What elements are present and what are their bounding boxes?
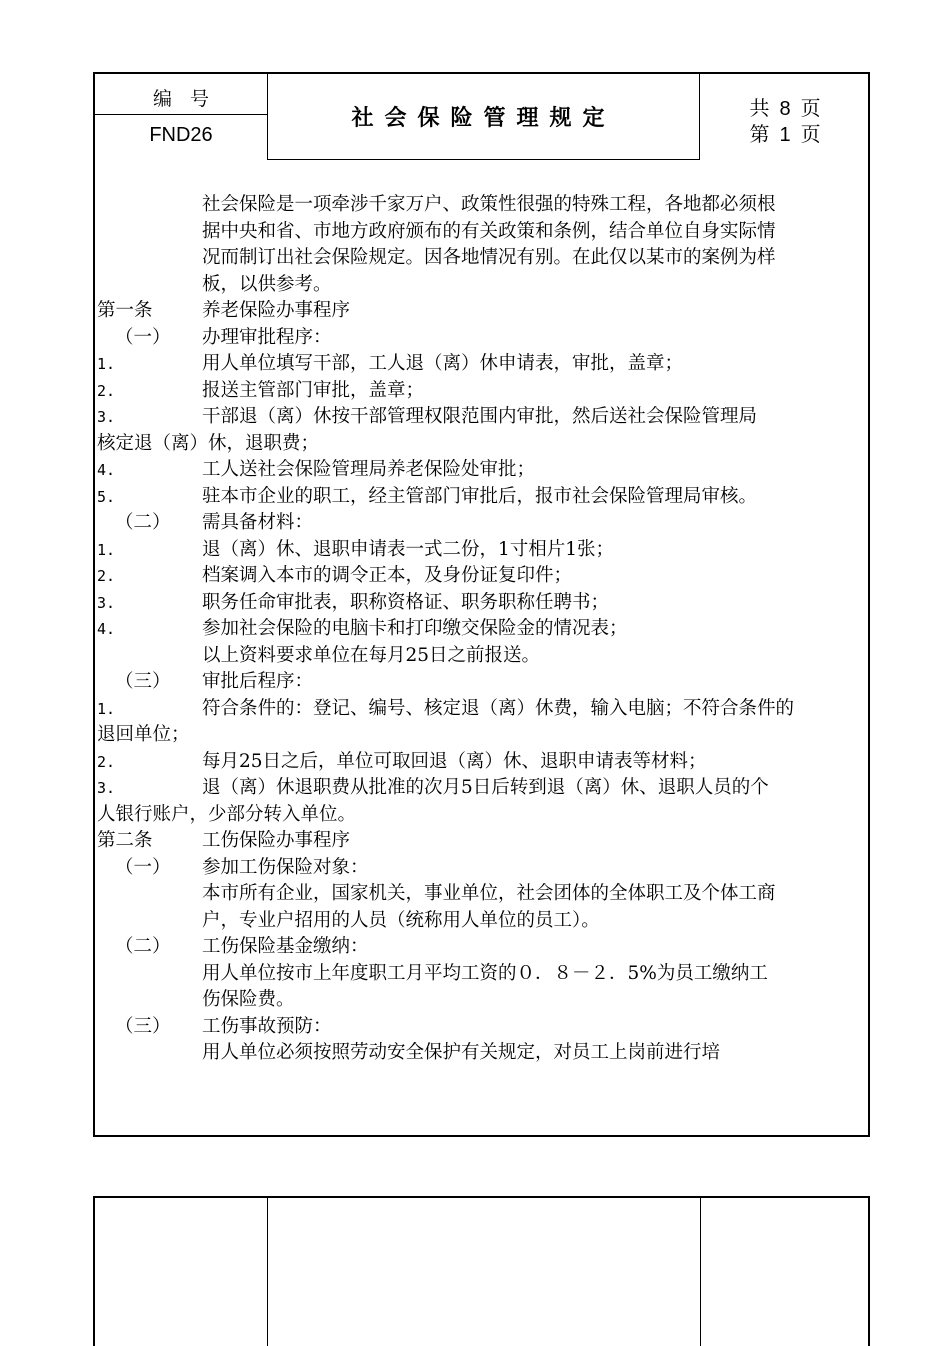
next-page-divider-right <box>700 1198 701 1346</box>
text-line <box>95 457 868 484</box>
text-line <box>95 590 868 617</box>
total-pages-value: 8 <box>779 98 791 120</box>
text-line <box>95 749 868 776</box>
number-cell <box>95 74 267 161</box>
text-line <box>95 828 868 855</box>
text-line <box>95 537 868 564</box>
text-line <box>95 669 868 696</box>
item-number: 5. <box>97 487 116 506</box>
line-text: 档案调入本市的调令正本，及身份证复印件； <box>202 565 573 586</box>
next-page-divider-left <box>267 1198 268 1346</box>
text-line <box>95 245 868 272</box>
section-label: （三） <box>115 1015 171 1037</box>
section-label: （一） <box>115 856 171 878</box>
number-label: 编号 <box>152 88 227 110</box>
line-text: 审批后程序： <box>202 671 314 692</box>
text-line <box>95 351 868 378</box>
document-body <box>95 192 868 1067</box>
line-text: 工伤保险办事程序 <box>202 830 351 851</box>
line-text: 本市所有企业，国家机关，事业单位，社会团体的全体职工及个体工商 <box>202 883 776 904</box>
document-page <box>93 72 870 1137</box>
line-text: 办理审批程序： <box>202 326 332 348</box>
text-line <box>95 987 868 1014</box>
line-text: 参加工伤保险对象： <box>202 856 369 878</box>
line-text: 用人单位按市上年度职工月平均工资的０．８－２．5%为员工缴纳工 <box>202 962 768 984</box>
item-number: 1. <box>97 355 116 373</box>
text-line <box>95 696 868 723</box>
text-line <box>95 1040 868 1067</box>
text-line <box>95 484 868 511</box>
section-label: （二） <box>115 512 171 533</box>
line-text: 报送主管部门审批，盖章； <box>202 379 425 401</box>
document-code: FND26 <box>149 124 213 146</box>
document-title: 社会保险管理规定 <box>267 74 700 160</box>
line-text: 用人单位必须按照劳动安全保护有关规定，对员工上岗前进行培 <box>202 1042 721 1063</box>
current-page <box>700 118 870 147</box>
item-number: 3. <box>97 408 116 426</box>
line-text: 工伤保险基金缴纳： <box>202 936 369 957</box>
line-text: 需具备材料： <box>202 512 314 533</box>
line-text: 退（离）休退职费从批准的次月5日后转到退（离）休、退职人员的个 <box>202 777 769 798</box>
total-prefix: 共 <box>749 96 770 120</box>
text-line <box>95 272 868 299</box>
text-line <box>95 1014 868 1041</box>
line-text: 每月25日之后，单位可取回退（离）休、退职申请表等材料； <box>202 750 707 772</box>
line-text: 退（离）休、退职申请表一式二份，1寸相片1张； <box>202 538 615 560</box>
line-text: 驻本市企业的职工，经主管部门审批后，报市社会保险管理局审核。 <box>202 485 758 507</box>
text-line <box>95 616 868 643</box>
article-label: 第一条 <box>97 300 153 321</box>
item-number: 2. <box>97 752 116 771</box>
line-text: 户，专业户招用的人员（统称用人单位的员工）。 <box>202 909 600 931</box>
item-number: 3. <box>97 779 116 797</box>
text-line <box>95 192 868 219</box>
page-count-cell <box>700 74 870 161</box>
text-line <box>95 510 868 537</box>
line-text: 社会保险是一项牵涉千家万户、政策性很强的特殊工程，各地都必须根 <box>202 194 776 215</box>
item-number: 4. <box>97 461 116 479</box>
text-line <box>95 378 868 405</box>
line-text: 工伤事故预防： <box>202 1015 332 1037</box>
line-text: 符合条件的：登记、编号、核定退（离）休费，输入电脑；不符合条件的 <box>202 697 795 719</box>
text-line <box>95 722 868 749</box>
text-line <box>95 775 868 802</box>
text-line <box>95 643 868 670</box>
next-page-header <box>93 1196 870 1346</box>
item-number: 2. <box>97 381 116 400</box>
text-line <box>95 961 868 988</box>
section-label: （一） <box>115 326 171 348</box>
line-text: 伤保险费。 <box>202 989 295 1010</box>
document-header <box>95 74 868 161</box>
page-suffix: 页 <box>800 122 821 146</box>
item-number: 1. <box>97 540 116 559</box>
line-text: 用人单位填写干部，工人退（离）休申请表，审批，盖章； <box>202 353 684 374</box>
line-text: 养老保险办事程序 <box>202 300 351 321</box>
current-page-value: 1 <box>779 124 791 146</box>
line-text: 职务任命审批表，职称资格证、职务职称任聘书； <box>202 591 610 613</box>
item-number: 3. <box>97 593 116 612</box>
line-text: 工人送社会保险管理局养老保险处审批； <box>202 459 536 480</box>
text-line <box>95 881 868 908</box>
text-line <box>95 219 868 246</box>
line-text: 据中央和省、市地方政府颁布的有关政策和条例，结合单位自身实际情 <box>202 220 776 242</box>
line-text: 以上资料要求单位在每月25日之前报送。 <box>202 644 541 666</box>
total-pages <box>700 92 870 121</box>
section-label: （三） <box>115 671 171 692</box>
text-line <box>95 563 868 590</box>
text-line <box>95 404 868 431</box>
line-text: 况而制订出社会保险规定。因各地情况有别。在此仅以某市的案例为样 <box>202 247 776 268</box>
text-line <box>95 934 868 961</box>
article-label: 第二条 <box>97 830 153 851</box>
line-text: 参加社会保险的电脑卡和打印缴交保险金的情况表； <box>202 618 628 639</box>
item-number: 2. <box>97 567 116 585</box>
line-text: 退回单位； <box>97 724 190 745</box>
text-line <box>95 855 868 882</box>
line-text: 干部退（离）休按干部管理权限范围内审批，然后送社会保险管理局 <box>202 406 758 427</box>
total-suffix: 页 <box>800 96 821 120</box>
text-line <box>95 298 868 325</box>
item-number: 1. <box>97 699 116 718</box>
text-line <box>95 802 868 829</box>
page-prefix: 第 <box>749 122 770 146</box>
text-line <box>95 325 868 352</box>
line-text: 核定退（离）休，退职费； <box>97 432 320 454</box>
number-divider <box>95 114 267 115</box>
item-number: 4. <box>97 620 116 638</box>
line-text: 板，以供参考。 <box>202 273 332 295</box>
line-text: 人银行账户，少部分转入单位。 <box>97 803 357 825</box>
text-line <box>95 908 868 935</box>
section-label: （二） <box>115 936 171 957</box>
text-line <box>95 431 868 458</box>
